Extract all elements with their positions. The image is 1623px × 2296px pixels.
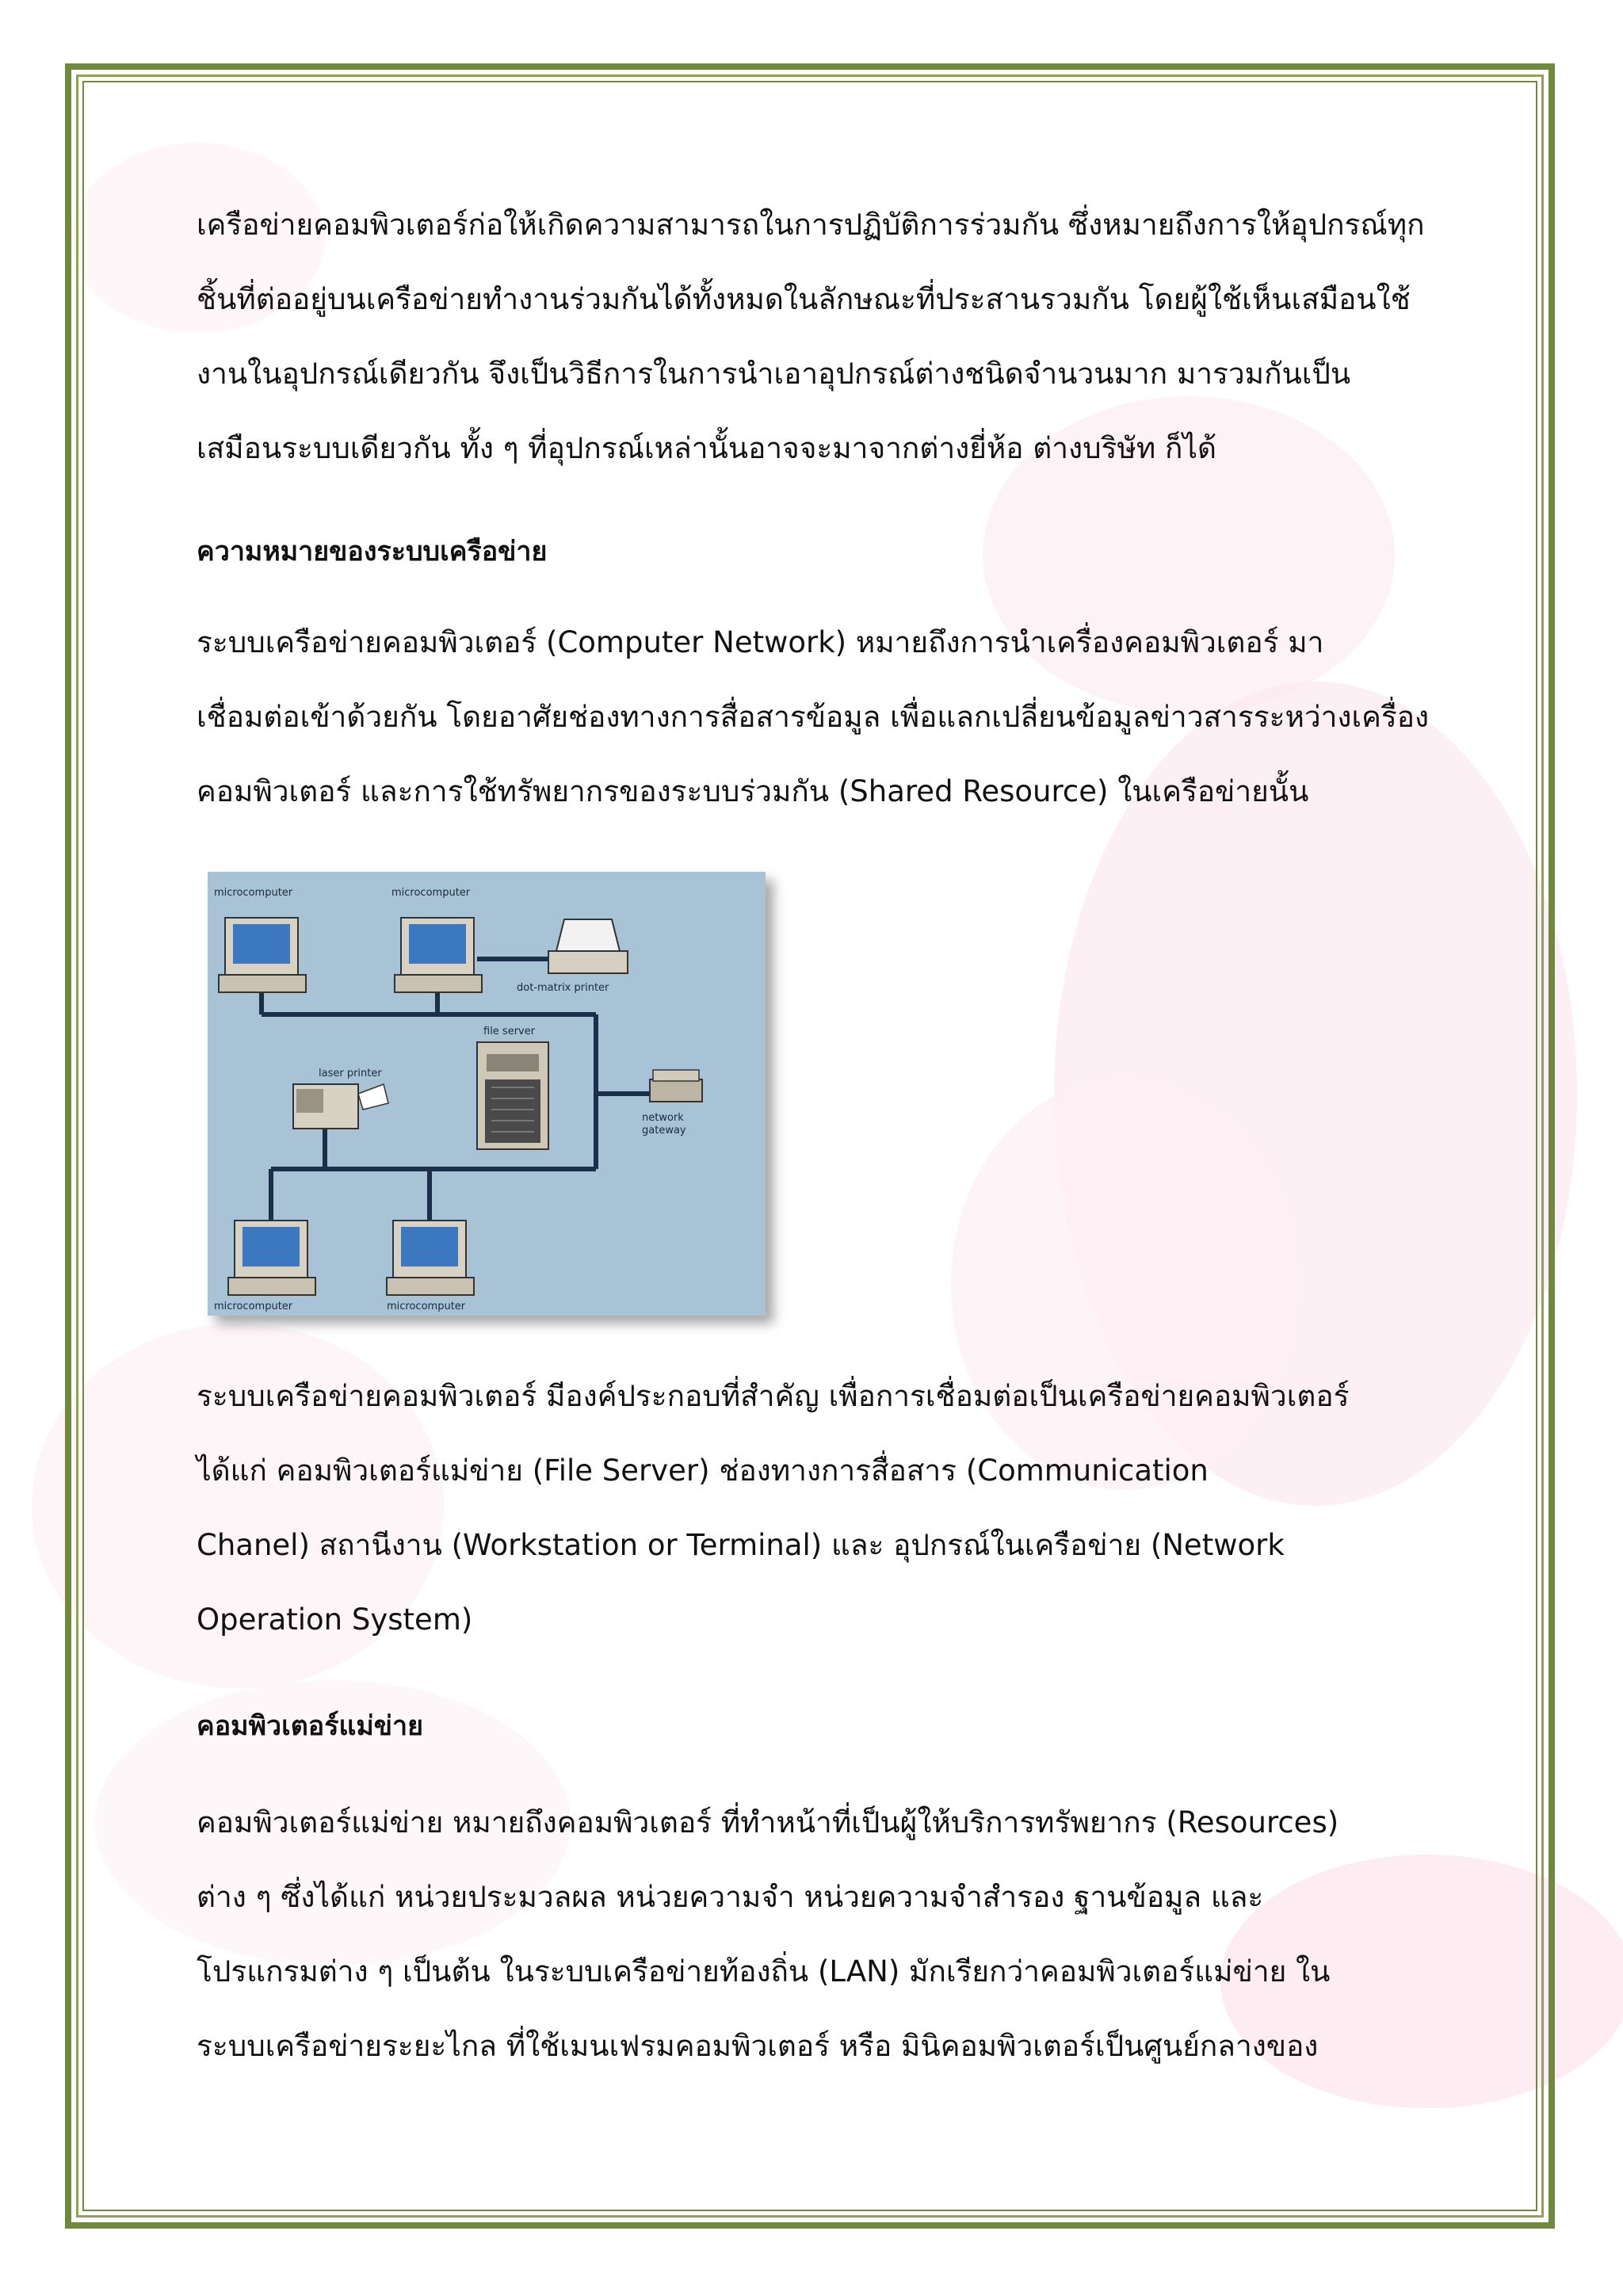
text-line: คอมพิวเตอร์แม่ข่าย หมายถึงคอมพิวเตอร์ ที่ทำหน้าที่เป็นผู้ให้บริการทรัพยากร (Resources) xyxy=(197,1805,1339,1839)
text-line: ระบบเครือข่ายคอมพิวเตอร์ มีองค์ประกอบที่สำคัญ เพื่อการเชื่อมต่อเป็นเครือข่ายคอมพิวเตอร์ xyxy=(197,1379,1350,1413)
label-file-server: file server xyxy=(483,1026,536,1037)
network-gateway-icon xyxy=(650,1070,702,1102)
text-line: Operation System) xyxy=(197,1603,473,1637)
text-line: เชื่อมต่อเข้าด้วยกัน โดยอาศัยช่องทางการสื่อสารข้อมูล เพื่อแลกเปลี่ยนข้อมูลข่าวสารระหว่างเครื่อง xyxy=(197,700,1430,734)
label-network-gateway-line1: network xyxy=(642,1112,684,1124)
text-line: Chanel) สถานีงาน (Workstation or Terminal) และ อุปกรณ์ในเครือข่าย (Network xyxy=(197,1528,1285,1562)
text-line: เสมือนระบบเดียวกัน ทั้ง ๆ ที่อุปกรณ์เหล่านั้นอาจจะมาจากต่างยี่ห้อ ต่างบริษัท ก็ได้ xyxy=(197,431,1217,465)
microcomputer-icon xyxy=(219,918,306,992)
label-microcomputer-top-left: microcomputer xyxy=(214,887,293,899)
text-line: ระบบเครือข่ายคอมพิวเตอร์ (Computer Network) หมายถึงการนำเครื่องคอมพิวเตอร์ มา xyxy=(197,625,1324,659)
label-dot-matrix-printer: dot-matrix printer xyxy=(517,982,609,994)
network-diagram-svg xyxy=(208,872,766,1316)
microcomputer-icon xyxy=(387,1221,474,1295)
file-server-icon xyxy=(477,1042,548,1149)
text-line: โปรแกรมต่าง ๆ เป็นต้น ในระบบเครือข่ายท้องถิ่น (LAN) มักเรียกว่าคอมพิวเตอร์แม่ข่าย ใน xyxy=(197,1954,1331,1988)
label-microcomputer-top-middle: microcomputer xyxy=(391,887,471,899)
definition-paragraph xyxy=(197,606,1433,829)
text-line: เครือข่ายคอมพิวเตอร์ก่อให้เกิดความสามารถในการปฏิบัติการร่วมกัน ซึ่งหมายถึงการให้อุปกรณ์ทุก xyxy=(197,208,1425,242)
intro-paragraph xyxy=(197,188,1433,486)
label-microcomputer-bottom-middle: microcomputer xyxy=(387,1301,466,1312)
text-line: คอมพิวเตอร์ และการใช้ทรัพยากรของระบบร่วมกัน (Shared Resource) ในเครือข่ายนั้น xyxy=(197,774,1309,808)
network-diagram xyxy=(208,872,766,1316)
label-microcomputer-bottom-left: microcomputer xyxy=(214,1301,293,1312)
components-paragraph xyxy=(197,1359,1433,1657)
label-network-gateway-line2: gateway xyxy=(642,1125,686,1137)
label-laser-printer: laser printer xyxy=(319,1068,382,1079)
text-line: งานในอุปกรณ์เดียวกัน จึงเป็นวิธีการในการนำเอาอุปกรณ์ต่างชนิดจำนวนมาก มารวมกันเป็น xyxy=(197,357,1351,391)
text-line: ได้แก่ คอมพิวเตอร์แม่ข่าย (File Server) ช่องทางการสื่อสาร (Communication xyxy=(197,1454,1209,1488)
section-heading-server: คอมพิวเตอร์แม่ข่าย xyxy=(197,1710,424,1742)
microcomputer-icon xyxy=(395,918,482,992)
section-heading-meaning: ความหมายของระบบเครือข่าย xyxy=(197,536,548,567)
microcomputer-icon xyxy=(228,1221,315,1295)
text-line: ระบบเครือข่ายระยะไกล ที่ใช้เมนเฟรมคอมพิวเตอร์ หรือ มินิคอมพิวเตอร์เป็นศูนย์กลางของ xyxy=(197,2029,1319,2063)
text-line: ชิ้นที่ต่ออยู่บนเครือข่ายทำงานร่วมกันได้ทั้งหมดในลักษณะที่ประสานรวมกัน โดยผู้ใช้เห็นเสมือนใช้ xyxy=(197,282,1411,316)
text-line: ต่าง ๆ ซึ่งได้แก่ หน่วยประมวลผล หน่วยความจำ หน่วยความจำสำรอง ฐานข้อมูล และ xyxy=(197,1880,1264,1914)
server-paragraph xyxy=(197,1786,1433,2084)
